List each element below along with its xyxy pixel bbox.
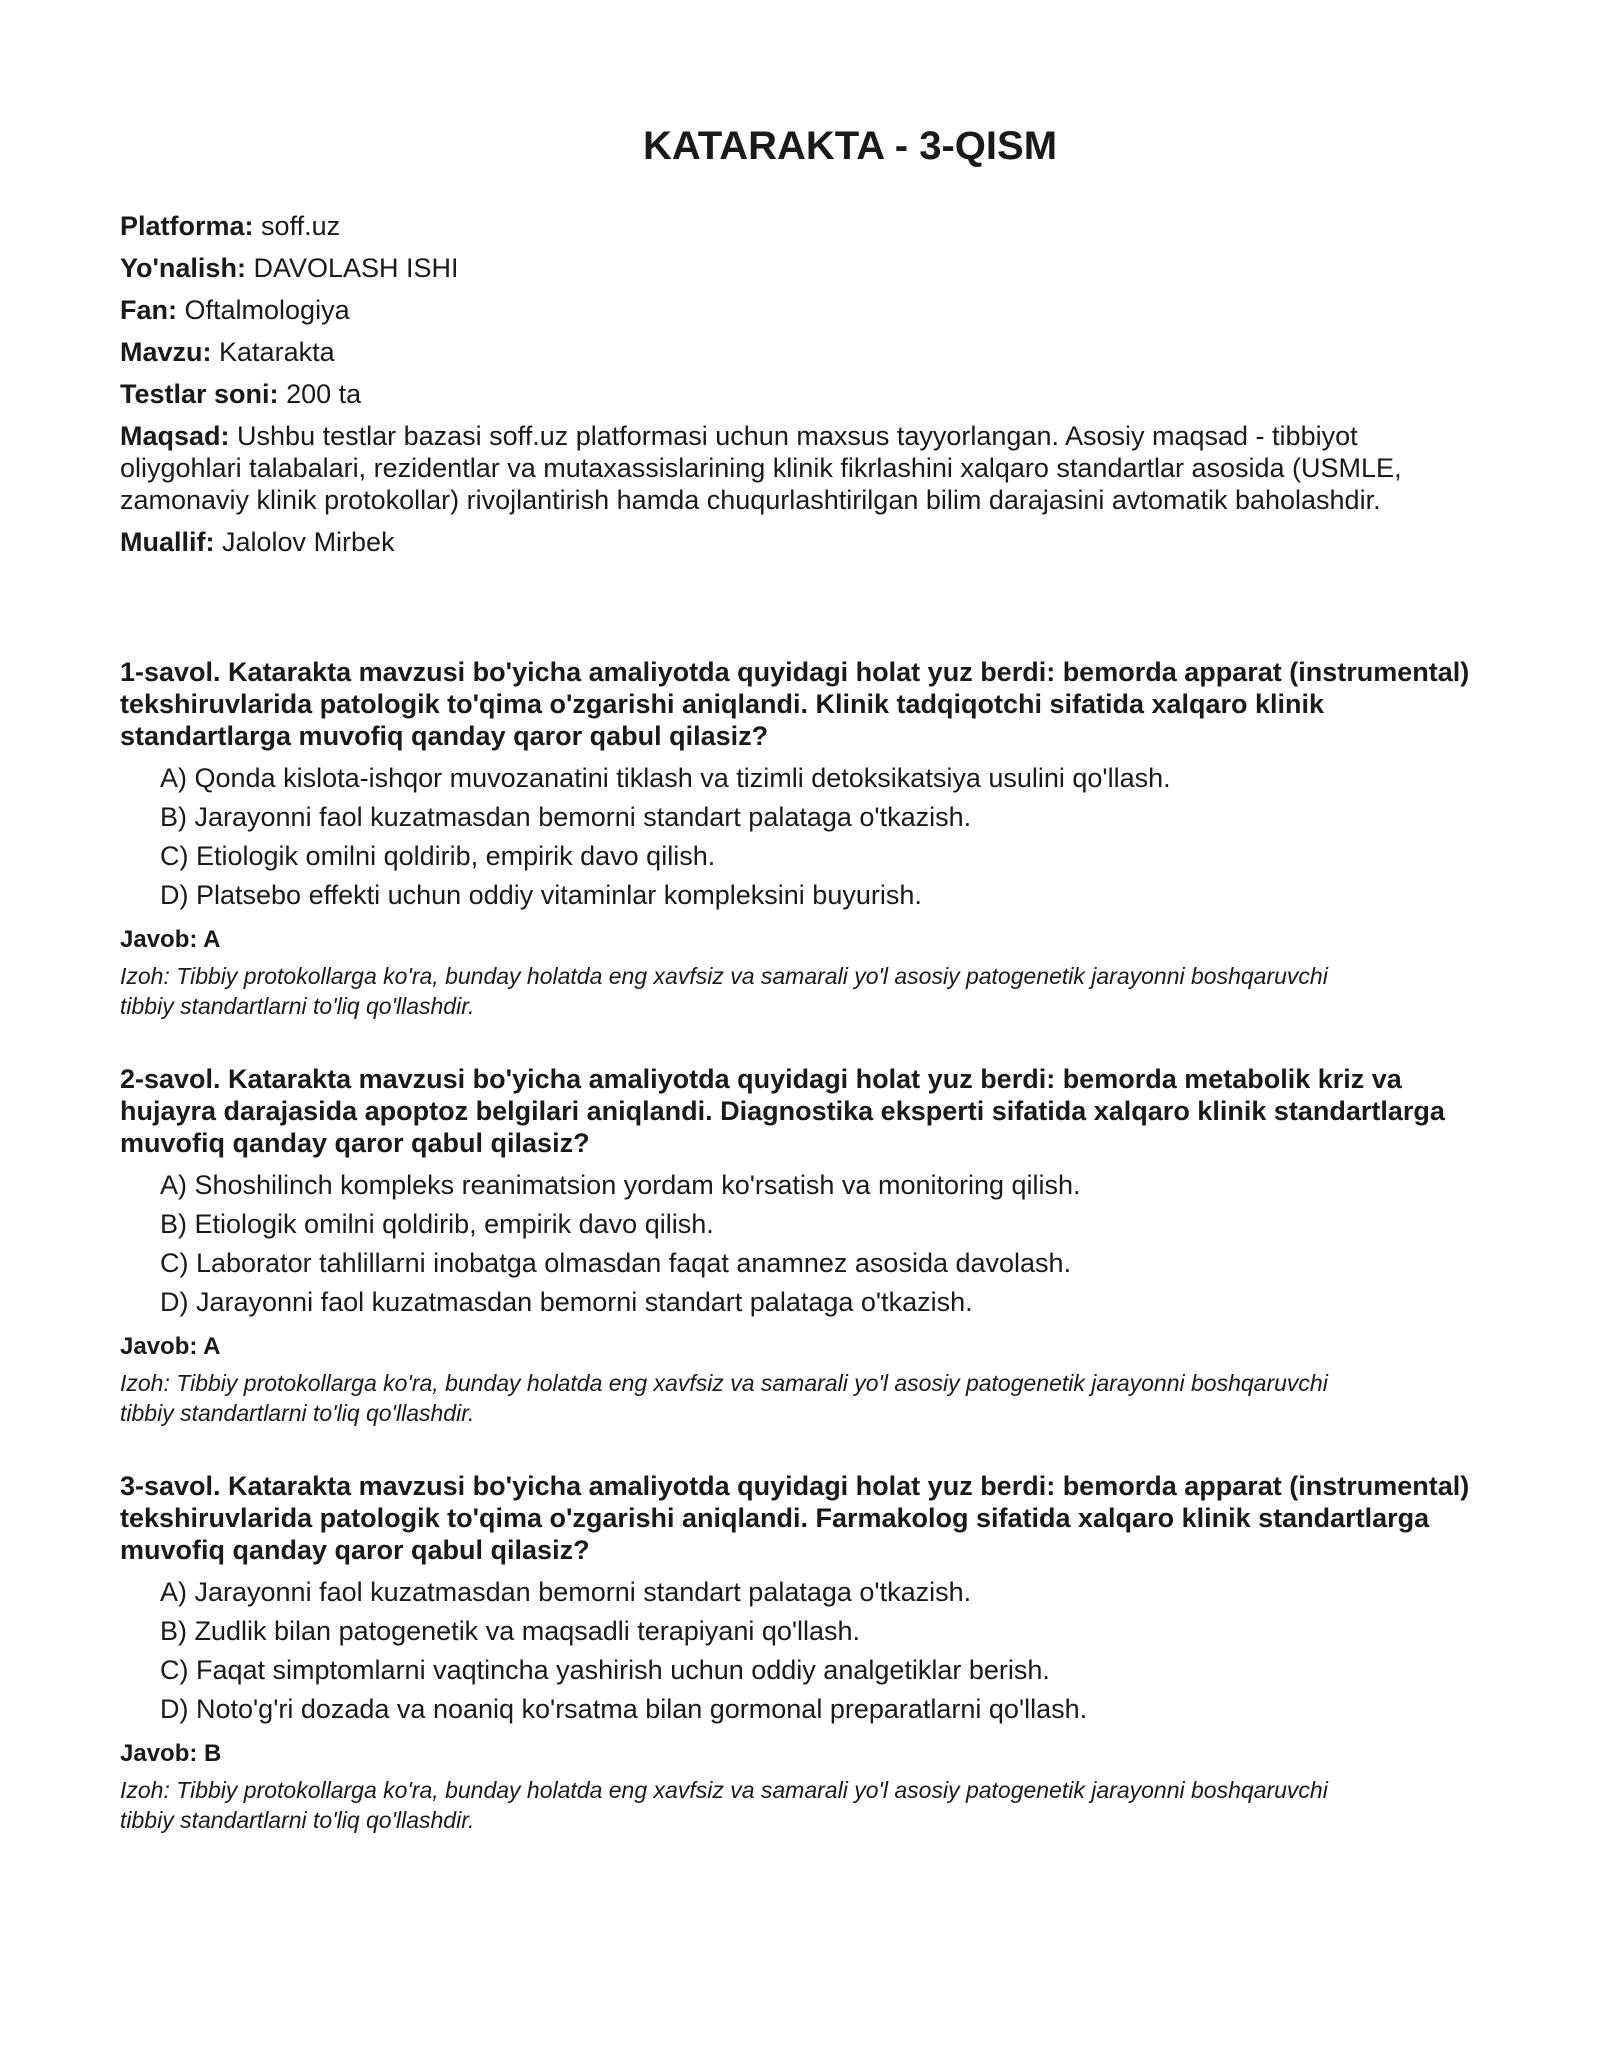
explanation: Izoh: Tibbiy protokollarga ko'ra, bunday holatda eng xavfsiz va samarali yo'l asosiy patogenetik jarayonni boshqaruvchi tibbiy standartlarni to'liq qo'llashdir. bbox=[120, 963, 1328, 1019]
meta-label: Testlar soni: bbox=[120, 379, 279, 409]
meta-label: Fan: bbox=[120, 295, 177, 325]
meta-platforma bbox=[120, 210, 1460, 242]
option-b: B) Zudlik bilan patogenetik va maqsadli terapiyani qo'llash. bbox=[160, 1616, 861, 1646]
question-text: 2-savol. Katarakta mavzusi bo'yicha amaliyotda quyidagi holat yuz berdi: bemorda metabolik kriz va hujayra darajasida apoptoz belgilari aniqlandi. Diagnostika eksperti sifatida xalqaro klinik standartlarga muvofiq qanday qaror qabul qilasiz? bbox=[120, 1064, 1445, 1158]
meta-label: Mavzu: bbox=[120, 337, 212, 367]
options-list bbox=[120, 1169, 1480, 1318]
option-d: D) Noto'g'ri dozada va noaniq ko'rsatma bilan gormonal preparatlarni qo'llash. bbox=[160, 1694, 1088, 1724]
meta-section bbox=[120, 210, 1480, 558]
meta-value: Jalolov Mirbek bbox=[222, 527, 395, 557]
question-text: 1-savol. Katarakta mavzusi bo'yicha amaliyotda quyidagi holat yuz berdi: bemorda apparat (instrumental) tekshiruvlarida patologik to'qima o'zgarishi aniqlandi. Klinik tadqiqotchi sifatida xalqaro klinik standartlarga muvofiq qanday qaror qabul qilasiz? bbox=[120, 657, 1470, 751]
options-list bbox=[120, 1576, 1480, 1725]
meta-value: Oftalmologiya bbox=[184, 295, 350, 325]
option-c: C) Etiologik omilni qoldirib, empirik davo qilish. bbox=[160, 841, 716, 871]
meta-label: Maqsad: bbox=[120, 421, 230, 451]
document-page bbox=[120, 120, 1480, 1877]
question-1 bbox=[120, 656, 1480, 1021]
page-title: KATARAKTA - 3-QISM bbox=[642, 124, 1058, 168]
option-d: D) Jarayonni faol kuzatmasdan bemorni standart palataga o'tkazish. bbox=[160, 1287, 973, 1317]
option-c: C) Faqat simptomlarni vaqtincha yashirish uchun oddiy analgetiklar berish. bbox=[160, 1655, 1050, 1685]
meta-value: 200 ta bbox=[286, 379, 362, 409]
meta-value: soff.uz bbox=[261, 211, 341, 241]
meta-label: Muallif: bbox=[120, 527, 215, 557]
meta-value: Katarakta bbox=[219, 337, 335, 367]
answer: Javob: B bbox=[120, 1740, 222, 1767]
options-list bbox=[120, 762, 1480, 911]
question-3 bbox=[120, 1470, 1480, 1835]
option-c: C) Laborator tahlillarni inobatga olmasdan faqat anamnez asosida davolash. bbox=[160, 1248, 1072, 1278]
option-a: A) Qonda kislota-ishqor muvozanatini tiklash va tizimli detoksikatsiya usulini qo'llash. bbox=[160, 763, 1171, 793]
meta-testlar-soni bbox=[120, 378, 1460, 410]
meta-mavzu bbox=[120, 336, 1460, 368]
answer: Javob: A bbox=[120, 926, 221, 953]
option-d: D) Platsebo effekti uchun oddiy vitaminlar kompleksini buyurish. bbox=[160, 880, 922, 910]
meta-value: DAVOLASH ISHI bbox=[253, 253, 459, 283]
option-b: B) Jarayonni faol kuzatmasdan bemorni standart palataga o'tkazish. bbox=[160, 802, 972, 832]
option-b: B) Etiologik omilni qoldirib, empirik davo qilish. bbox=[160, 1209, 714, 1239]
meta-yonalish bbox=[120, 252, 1460, 284]
meta-fan bbox=[120, 294, 1460, 326]
explanation: Izoh: Tibbiy protokollarga ko'ra, bunday holatda eng xavfsiz va samarali yo'l asosiy patogenetik jarayonni boshqaruvchi tibbiy standartlarni to'liq qo'llashdir. bbox=[120, 1370, 1328, 1426]
option-a: A) Jarayonni faol kuzatmasdan bemorni standart palataga o'tkazish. bbox=[160, 1577, 972, 1607]
question-2 bbox=[120, 1063, 1480, 1428]
explanation: Izoh: Tibbiy protokollarga ko'ra, bunday holatda eng xavfsiz va samarali yo'l asosiy patogenetik jarayonni boshqaruvchi tibbiy standartlarni to'liq qo'llashdir. bbox=[120, 1777, 1328, 1833]
meta-label: Yo'nalish: bbox=[120, 253, 246, 283]
section-spacer bbox=[120, 568, 1480, 656]
meta-muallif bbox=[120, 526, 1460, 558]
option-a: A) Shoshilinch kompleks reanimatsion yordam ko'rsatish va monitoring qilish. bbox=[160, 1170, 1081, 1200]
answer: Javob: A bbox=[120, 1333, 221, 1360]
question-text: 3-savol. Katarakta mavzusi bo'yicha amaliyotda quyidagi holat yuz berdi: bemorda apparat (instrumental) tekshiruvlarida patologik to'qima o'zgarishi aniqlandi. Farmakolog sifatida xalqaro klinik standartlarga muvofiq qanday qaror qabul qilasiz? bbox=[120, 1471, 1470, 1565]
meta-label: Platforma: bbox=[120, 211, 254, 241]
meta-maqsad bbox=[120, 420, 1460, 516]
meta-value: Ushbu testlar bazasi soff.uz platformasi uchun maxsus tayyorlangan. Asosiy maqsad - tibbiyot oliygohlari talabalari, rezidentlar va mutaxassislarining klinik fikrlashini xalqaro standartlar asosida (USMLE, zamonaviy klinik protokollar) rivojlantirish hamda chuqurlashtirilgan bilim darajasini avtomatik baholashdir. bbox=[120, 421, 1402, 515]
